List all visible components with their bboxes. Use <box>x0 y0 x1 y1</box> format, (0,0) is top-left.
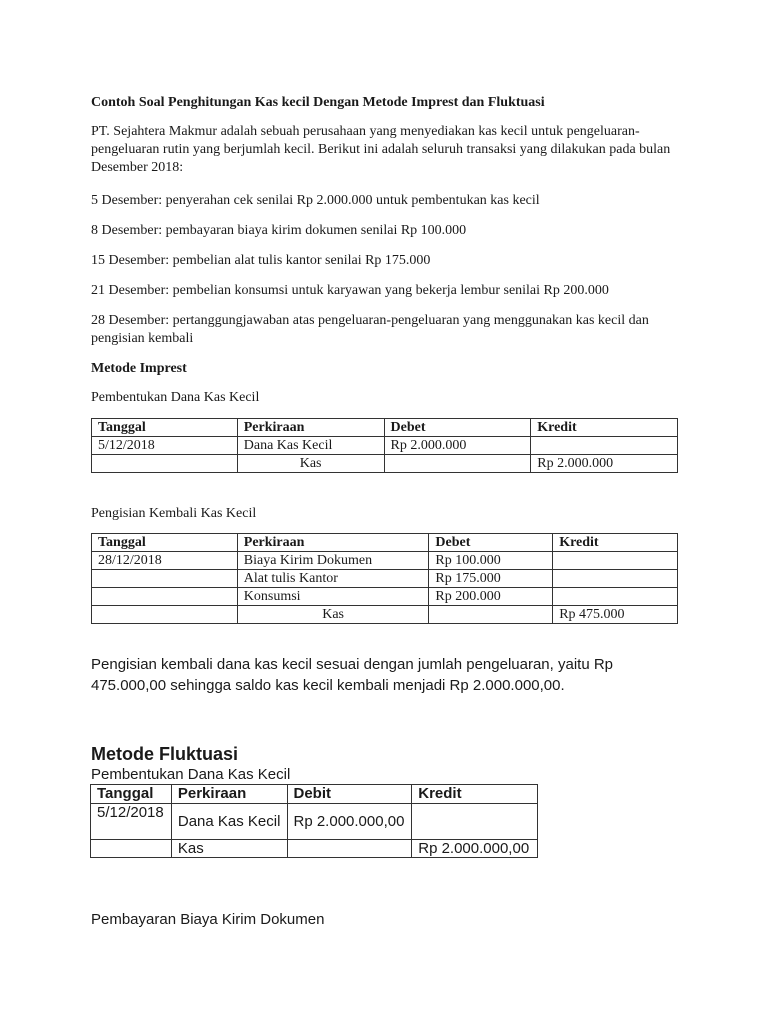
header-cell: Tanggal <box>92 534 238 552</box>
table-row <box>92 455 678 473</box>
table-cell: Rp 2.000.000,00 <box>287 804 412 840</box>
table-cell <box>91 840 172 858</box>
table-cell: Rp 475.000 <box>553 606 678 624</box>
transaction-item: 5 Desember: penyerahan cek senilai Rp 2.000.000 untuk pembentukan kas kecil <box>91 193 540 208</box>
document-title: Contoh Soal Penghitungan Kas kecil Dengan Metode Imprest dan Fluktuasi <box>91 95 545 110</box>
table-cell: Rp 2.000.000,00 <box>412 840 538 858</box>
table-row <box>92 606 678 624</box>
transaction-item: 21 Desember: pembelian konsumsi untuk karyawan yang bekerja lembur senilai Rp 200.000 <box>91 283 609 298</box>
imprest-note: Pengisian kembali dana kas kecil sesuai dengan jumlah pengeluaran, yaitu Rp 475.000,00 sehingga saldo kas kecil kembali menjadi Rp 2.000.000,00. <box>91 656 613 694</box>
table-row <box>92 437 678 455</box>
header-cell: Debit <box>287 785 412 804</box>
transaction-item: 28 Desember: pertanggungjawaban atas pengeluaran-pengeluaran yang menggunakan kas kecil dan pengisian kembali <box>91 313 649 346</box>
table-cell <box>553 588 678 606</box>
table-cell: 28/12/2018 <box>92 552 238 570</box>
table-cell: Rp 175.000 <box>429 570 553 588</box>
imprest-heading: Metode Imprest <box>91 361 187 376</box>
table-cell <box>412 804 538 840</box>
table-cell: 5/12/2018 <box>91 804 172 840</box>
table-cell <box>92 455 238 473</box>
imprest-refill-caption: Pengisian Kembali Kas Kecil <box>91 506 257 521</box>
transaction-item: 15 Desember: pembelian alat tulis kantor senilai Rp 175.000 <box>91 253 431 268</box>
table-cell: Kas <box>237 606 429 624</box>
table-row <box>92 588 678 606</box>
header-cell: Kredit <box>531 419 678 437</box>
table-row <box>91 840 538 858</box>
table-cell: Dana Kas Kecil <box>171 804 287 840</box>
header-cell: Tanggal <box>91 785 172 804</box>
table-cell <box>287 840 412 858</box>
table-cell: Konsumsi <box>237 588 429 606</box>
table-cell: Rp 2.000.000 <box>384 437 531 455</box>
table-row <box>92 570 678 588</box>
table-header-row <box>92 419 678 437</box>
fluktuasi-next-caption: Pembayaran Biaya Kirim Dokumen <box>91 911 325 928</box>
header-cell: Perkiraan <box>237 534 429 552</box>
fluktuasi-formation-caption: Pembentukan Dana Kas Kecil <box>91 766 291 783</box>
imprest-formation-caption: Pembentukan Dana Kas Kecil <box>91 390 260 405</box>
fluktuasi-formation-table <box>90 784 538 858</box>
table-cell: Biaya Kirim Dokumen <box>237 552 429 570</box>
table-cell <box>92 570 238 588</box>
table-cell <box>553 552 678 570</box>
table-cell <box>92 588 238 606</box>
table-cell <box>531 437 678 455</box>
table-header-row <box>91 785 538 804</box>
imprest-formation-table <box>91 418 678 473</box>
header-cell: Tanggal <box>92 419 238 437</box>
table-cell <box>429 606 553 624</box>
header-cell: Perkiraan <box>171 785 287 804</box>
table-cell: Dana Kas Kecil <box>237 437 384 455</box>
table-cell: Rp 2.000.000 <box>531 455 678 473</box>
table-cell: Rp 100.000 <box>429 552 553 570</box>
imprest-refill-table <box>91 533 678 624</box>
header-cell: Perkiraan <box>237 419 384 437</box>
table-header-row <box>92 534 678 552</box>
intro-paragraph: PT. Sejahtera Makmur adalah sebuah perusahaan yang menyediakan kas kecil untuk pengeluaran-pengeluaran rutin yang berjumlah kecil. Berikut ini adalah seluruh transaksi yang dilakukan pada bulan Desember 2018: <box>91 124 671 175</box>
table-row <box>92 552 678 570</box>
transaction-item: 8 Desember: pembayaran biaya kirim dokumen senilai Rp 100.000 <box>91 223 467 238</box>
header-cell: Debet <box>429 534 553 552</box>
header-cell: Kredit <box>412 785 538 804</box>
table-cell: Kas <box>237 455 384 473</box>
table-cell <box>384 455 531 473</box>
fluktuasi-heading: Metode Fluktuasi <box>91 744 239 764</box>
header-cell: Debet <box>384 419 531 437</box>
table-cell <box>92 606 238 624</box>
header-cell: Kredit <box>553 534 678 552</box>
table-row <box>91 804 538 840</box>
table-cell <box>553 570 678 588</box>
table-cell: 5/12/2018 <box>92 437 238 455</box>
table-cell: Kas <box>171 840 287 858</box>
table-cell: Rp 200.000 <box>429 588 553 606</box>
table-cell: Alat tulis Kantor <box>237 570 429 588</box>
